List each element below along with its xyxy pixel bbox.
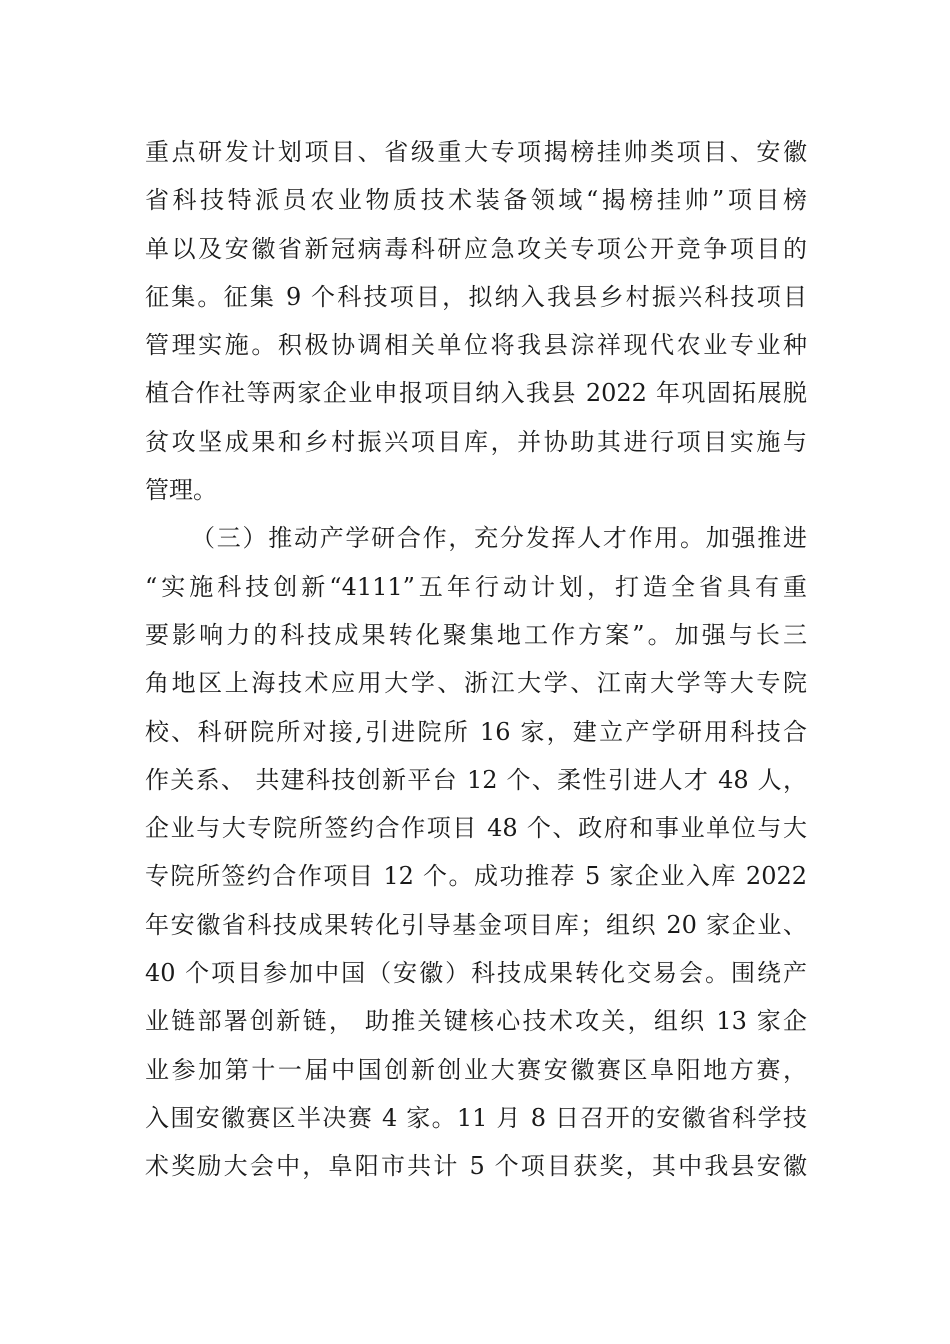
text-line: 40 个项目参加中国（安徽）科技成果转化交易会。围绕产 xyxy=(145,959,807,988)
text-line: （三）推动产学研合作，充分发挥人才作用。加强推进 xyxy=(191,524,807,553)
text-line: 校、科研院所对接,引进院所 16 家，建立产学研用科技合 xyxy=(145,717,807,746)
text-line: 植合作社等两家企业申报项目纳入我县 2022 年巩固拓展脱 xyxy=(145,379,807,408)
text-line: 贫攻坚成果和乡村振兴项目库，并协助其进行项目实施与 xyxy=(145,427,807,456)
text-line: 入围安徽赛区半决赛 4 家。11 月 8 日召开的安徽省科学技 xyxy=(145,1103,807,1132)
text-line: 要影响力的科技成果转化聚集地工作方案”。加强与长三 xyxy=(145,620,807,649)
text-line: 业链部署创新链， 助推关键核心技术攻关，组织 13 家企 xyxy=(145,1007,807,1036)
text-line: 省科技特派员农业物质技术装备领域“揭榜挂帅”项目榜 xyxy=(145,186,807,215)
text-line: 术奖励大会中，阜阳市共计 5 个项目获奖，其中我县安徽 xyxy=(145,1152,807,1181)
text-line: 重点研发计划项目、省级重大专项揭榜挂帅类项目、安徽 xyxy=(145,138,807,166)
text-line: 征集。征集 9 个科技项目，拟纳入我县乡村振兴科技项目 xyxy=(145,282,807,311)
text-line: 管理实施。积极协调相关单位将我县淙祥现代农业专业种 xyxy=(145,331,807,360)
body-text xyxy=(145,128,807,1191)
text-line: 业参加第十一届中国创新创业大赛安徽赛区阜阳地方赛， xyxy=(145,1055,807,1084)
text-line: 专院所签约合作项目 12 个。成功推荐 5 家企业入库 2022 xyxy=(145,862,807,891)
text-line: 管理。 xyxy=(145,476,217,505)
text-line: 企业与大专院所签约合作项目 48 个、政府和事业单位与大 xyxy=(145,814,807,843)
text-line: 年安徽省科技成果转化引导基金项目库；组织 20 家企业、 xyxy=(145,910,807,939)
text-line: 角地区上海技术应用大学、浙江大学、江南大学等大专院 xyxy=(145,669,807,698)
text-line: 作关系、 共建科技创新平台 12 个、柔性引进人才 48 人， xyxy=(145,765,807,794)
text-line: “实施科技创新“4111”五年行动计划，打造全省具有重 xyxy=(145,572,807,601)
text-line: 单以及安徽省新冠病毒科研应急攻关专项公开竞争项目的 xyxy=(145,234,807,263)
